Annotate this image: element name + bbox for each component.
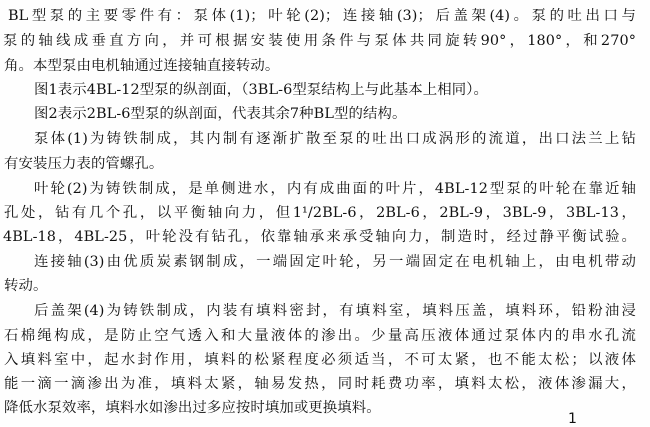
text-line-10: 4BL-18，4BL-25，叶轮没有钻孔，依靠轴承来承受轴向力，制造时，经过静平衡试验。: [3, 229, 636, 245]
text-line-13: 后盖架(4)为铸铁制成，内装有填料密封，有填料室，填料压盖，填料环，铅粉油浸: [34, 303, 636, 319]
text-line-2: 泵的轴线成垂直方向，并可根据安装使用条件与泵体共同旋转90°，180°，和270°: [3, 33, 636, 49]
text-line-4: 图1表示4BL-12型泵的纵剖面，（3BL-6型泵结构上与此基本上相同）。: [34, 82, 488, 98]
text-line-12: 转动。: [4, 278, 48, 294]
text-line-17: 降低水泵效率，填料水如渗出过多应按时填加或更换填料。: [4, 400, 381, 416]
text-line-11: 连接轴(3)由优质炭素钢制成，一端固定叶轮，另一端固定在电机轴上，由电机带动: [34, 254, 636, 270]
text-line-9: 孔处，钻有几个孔，以平衡轴向力，但1¹/2BL-6，2BL-6，2BL-9，3BL-9，3BL-13，: [4, 205, 636, 221]
text-line-1: BL型泵的主要零件有：泵体(1)；叶轮(2)；连接轴(3)；后盖架(4)。泵的吐出口与: [8, 8, 636, 24]
text-line-7: 有安装压力表的管螺孔。: [4, 156, 164, 172]
text-line-8: 叶轮(2)为铸铁制成，是单侧进水，内有成曲面的叶片，4BL-12型泵的叶轮在靠近轴: [34, 181, 636, 197]
page-mark: 1: [568, 411, 577, 427]
text-line-14: 石棉绳构成，是防止空气透入和大量液体的渗出。少量高压液体通过泵体内的串水孔流: [4, 328, 636, 344]
text-line-3: 角。本型泵由电机轴通过连接轴直接转动。: [4, 58, 280, 74]
text-line-6: 泵体(1)为铸铁制成，其内制有逐渐扩散至泵的吐出口成涡形的流道，出口法兰上钻: [34, 131, 636, 147]
text-line-5: 图2表示2BL-6型泵的纵剖面，代表其余7种BL型的结构。: [34, 106, 407, 122]
text-line-15: 入填料室中，起水封作用，填料的松紧程度必须适当，不可太紧，也不能太松；以液体: [4, 352, 636, 368]
text-line-16: 能一滴一滴渗出为准，填料太紧，轴易发热，同时耗费功率，填料太松，液体渗漏大，: [4, 376, 636, 392]
